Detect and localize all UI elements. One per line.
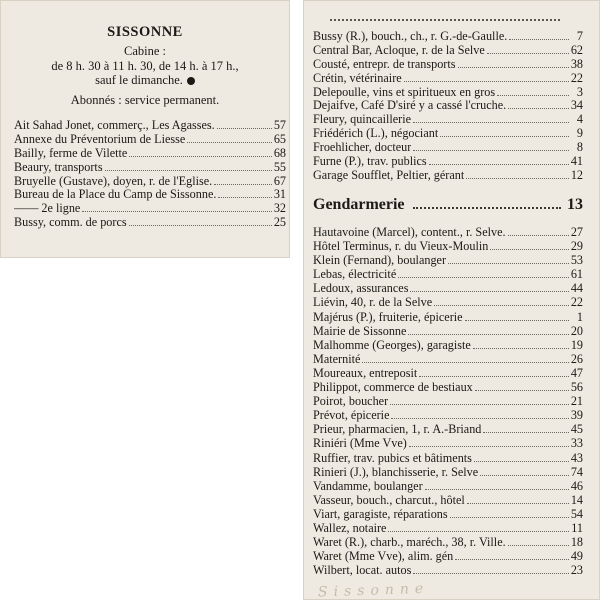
entry-name: Klein (Fernand), boulanger	[313, 253, 447, 268]
leader-dots	[458, 67, 569, 68]
bullet-icon	[187, 77, 195, 85]
directory-entry	[313, 44, 583, 58]
directory-entry	[313, 394, 583, 408]
entry-name: Central Bar, Acloque, r. de la Selve	[313, 43, 485, 57]
leader-dots	[362, 362, 568, 363]
entry-number: 26	[570, 351, 583, 366]
directory-entry	[313, 338, 583, 352]
entry-name: Vasseur, bouch., charcut., hôtel	[313, 492, 465, 507]
entry-number: 32	[273, 201, 286, 216]
leader-dots	[455, 559, 569, 560]
leader-dots	[508, 108, 569, 109]
entry-number: 62	[570, 42, 583, 57]
leader-dots	[509, 39, 569, 40]
section-label: Gendarmerie	[313, 196, 405, 213]
directory-entry	[313, 253, 583, 267]
leader-dots	[413, 150, 569, 151]
directory-entry	[313, 58, 583, 72]
entry-name: Mairie de Sissonne	[313, 323, 407, 338]
entry-number: 4	[576, 112, 583, 127]
entry-number: 43	[570, 450, 583, 465]
leader-dots	[508, 235, 569, 236]
entry-name: Majérus (P.), fruiterie, épicerie	[313, 309, 463, 324]
directory-entry	[313, 169, 583, 183]
directory-entry	[313, 324, 583, 338]
leader-dots	[483, 432, 568, 433]
leader-dots	[105, 170, 272, 171]
leader-dots	[467, 503, 569, 504]
directory-entry	[313, 113, 583, 127]
leader-dots	[410, 291, 568, 292]
cabine-line: de 8 h. 30 à 11 h. 30, de 14 h. à 17 h.,	[51, 58, 239, 73]
entry-number: 65	[273, 131, 286, 146]
entry-number: 45	[570, 422, 583, 437]
entry-number: 57	[273, 118, 286, 132]
leader-dots	[129, 156, 271, 157]
entry-number: 20	[570, 323, 583, 338]
entry-name: Wilbert, locat. autos	[313, 563, 412, 578]
leader-dots	[448, 263, 569, 264]
leader-dots	[474, 461, 569, 462]
entry-number: 56	[570, 380, 583, 395]
cabine-hours	[0, 44, 290, 88]
cabine-line: sauf le dimanche.	[0, 73, 290, 88]
entry-number: 54	[570, 506, 583, 521]
directory-entry	[313, 72, 583, 86]
entry-number: 67	[273, 173, 286, 188]
leader-dots	[429, 164, 569, 165]
directory-entry	[313, 155, 583, 169]
leader-dots	[408, 334, 568, 335]
directory-entry	[313, 493, 583, 507]
entry-number: 38	[570, 56, 583, 71]
directory-entry	[313, 380, 583, 394]
entry-name: Vandamme, boulanger	[313, 478, 423, 493]
entry-name: Froehlicher, docteur	[313, 141, 412, 155]
cabine-line: Cabine :	[123, 44, 166, 58]
entry-name: Beaury, transports	[14, 160, 103, 174]
cut-off-heading	[330, 10, 560, 21]
entry-name: Hôtel Terminus, r. du Vieux-Moulin	[313, 239, 489, 254]
leader-dots	[434, 305, 569, 306]
entry-name: Viart, garagiste, réparations	[313, 506, 448, 521]
leader-dots	[391, 418, 568, 419]
entry-name: Lebas, électricité	[313, 267, 397, 282]
entry-number: 34	[570, 98, 583, 113]
entry-name: —— 2e ligne	[14, 202, 81, 216]
directory-entry	[14, 202, 286, 216]
entry-number: 9	[576, 126, 583, 141]
entry-number: 22	[570, 70, 583, 85]
directory-entry	[313, 479, 583, 493]
entry-name: Garage Soufflet, Peltier, gérant	[313, 168, 465, 182]
leader-dots	[388, 531, 569, 532]
leader-dots	[425, 489, 569, 490]
directory-entry	[14, 175, 286, 189]
entry-number: 47	[570, 365, 583, 380]
leader-dots	[217, 128, 272, 129]
entry-number: 49	[570, 549, 583, 564]
entry-number: 33	[570, 436, 583, 451]
entry-number: 21	[570, 394, 583, 409]
left-directory-list	[14, 119, 286, 230]
entry-number: 39	[570, 408, 583, 423]
entry-number: 7	[576, 29, 583, 43]
directory-entry	[313, 127, 583, 141]
directory-entry	[14, 161, 286, 175]
entry-name: Philippot, commerce de bestiaux	[313, 380, 473, 395]
directory-entry	[14, 147, 286, 161]
leader-dots	[480, 475, 569, 476]
entry-name: Bruyelle (Gustave), doyen, r. de l'Eglise.	[14, 174, 213, 188]
entry-number: 46	[570, 478, 583, 493]
entry-name: Rinieri (J.), blanchisserie, r. Selve	[313, 464, 479, 479]
directory-entry	[313, 86, 583, 100]
entry-number: 14	[570, 492, 583, 507]
entry-name: Crétin, vétérinaire	[313, 71, 402, 85]
entry-name: Fleury, quincaillerie	[313, 113, 412, 127]
leader-dots	[82, 211, 271, 212]
directory-entry	[313, 366, 583, 380]
entry-number: 41	[570, 154, 583, 169]
entry-number: 22	[570, 295, 583, 310]
entry-name: Prieur, pharmacien, 1, r. A.-Briand	[313, 422, 482, 437]
directory-entry	[313, 465, 583, 479]
directory-entry	[313, 239, 583, 253]
section-number: 13	[567, 196, 583, 213]
leader-dots	[419, 376, 569, 377]
directory-entry	[313, 352, 583, 366]
leader-dots	[497, 95, 569, 96]
entry-number: 25	[273, 215, 286, 230]
leader-dots	[450, 517, 569, 518]
leader-dots	[413, 207, 561, 209]
entry-name: Ait Sahad Jonet, commerç., Les Agasses.	[14, 119, 215, 132]
entry-number: 61	[570, 267, 583, 282]
entry-name: Bussy, comm. de porcs	[14, 216, 127, 230]
entry-name: Hautavoine (Marcel), content., r. Selve.	[313, 225, 506, 239]
directory-entry	[313, 310, 583, 324]
entry-name: Moureaux, entreposit	[313, 365, 418, 380]
directory-entry	[313, 521, 583, 535]
entry-name: Prévot, épicerie	[313, 408, 390, 423]
entry-number: 68	[273, 145, 286, 160]
directory-entry	[313, 225, 583, 239]
entry-number: 23	[570, 563, 583, 578]
entry-name: Delepoulle, vins et spiritueux en gros	[313, 85, 496, 99]
directory-entry	[313, 295, 583, 309]
directory-entry	[313, 563, 583, 577]
section-heading-gendarmerie	[313, 196, 583, 214]
directory-entry	[313, 408, 583, 422]
entry-number: 18	[570, 535, 583, 550]
leader-dots	[508, 545, 569, 546]
entry-number: 44	[570, 281, 583, 296]
directory-entry	[313, 267, 583, 281]
entry-name: Waret (R.), charb., maréch., 38, r. Ville.	[313, 535, 506, 550]
entry-number: 19	[570, 337, 583, 352]
leader-dots	[404, 81, 569, 82]
directory-entry	[313, 451, 583, 465]
entry-name: Wallez, notaire	[313, 520, 387, 535]
entry-number: 29	[570, 239, 583, 254]
entry-number: 55	[273, 159, 286, 174]
directory-entry	[313, 507, 583, 521]
entry-name: Riniéri (Mme Vve)	[313, 436, 407, 451]
leader-dots	[129, 225, 272, 226]
leader-dots	[413, 573, 568, 574]
directory-entry	[313, 281, 583, 295]
entry-name: Maternité	[313, 351, 361, 366]
leader-dots	[398, 277, 569, 278]
entry-name: Annexe du Préventorium de Liesse	[14, 132, 186, 146]
leader-dots	[490, 249, 568, 250]
leader-dots	[466, 178, 569, 179]
entry-number: 53	[570, 253, 583, 268]
right-directory-list-top	[313, 30, 583, 183]
entry-name: Poirot, boucher	[313, 394, 389, 409]
leader-dots	[475, 390, 569, 391]
leader-dots	[214, 184, 272, 185]
directory-entry	[313, 549, 583, 563]
entry-name: Bussy (R.), bouch., ch., r. G.-de-Gaulle.	[313, 30, 508, 43]
entry-number: 31	[273, 187, 286, 202]
entry-number: 27	[570, 225, 583, 239]
leader-dots	[465, 320, 569, 321]
directory-entry	[313, 141, 583, 155]
entry-name: Friédérich (L.), négociant	[313, 127, 439, 141]
entry-number: 74	[570, 464, 583, 479]
entry-name: Furne (P.), trav. publics	[313, 155, 427, 169]
leader-dots	[473, 348, 569, 349]
directory-entry	[14, 119, 286, 133]
directory-entry	[14, 188, 286, 202]
entry-number: 12	[570, 167, 583, 182]
entry-name: Liévin, 40, r. de la Selve	[313, 295, 433, 310]
entry-number: 8	[576, 140, 583, 155]
entry-name: Ruffier, trav. pubics et bâtiments	[313, 450, 472, 465]
leader-dots	[487, 53, 569, 54]
leader-dots	[390, 404, 569, 405]
directory-entry	[313, 422, 583, 436]
leader-dots	[413, 122, 569, 123]
town-title: SISSONNE	[107, 24, 183, 40]
leader-dots	[218, 197, 271, 198]
handwritten-scribble: Sissonne	[317, 580, 430, 601]
directory-entry	[14, 133, 286, 147]
entry-number: 11	[571, 520, 583, 535]
entry-name: Bailly, ferme de Vilette	[14, 146, 128, 160]
directory-entry	[14, 216, 286, 230]
entry-number: 1	[576, 309, 583, 324]
entry-name: Waret (Mme Vve), alim. gén	[313, 549, 454, 564]
directory-entry	[313, 436, 583, 450]
entry-name: Dejaifve, Café D'siré y a cassé l'cruche.	[313, 99, 507, 113]
leader-dots	[440, 136, 569, 137]
entry-name: Cousté, entrepr. de transports	[313, 57, 456, 71]
directory-entry	[313, 30, 583, 44]
abonnes-note: Abonnés : service permanent.	[70, 93, 220, 107]
leader-dots	[409, 446, 569, 447]
directory-entry	[313, 535, 583, 549]
entry-name: Bureau de la Place du Camp de Sissonne.	[14, 188, 217, 202]
entry-name: Ledoux, assurances	[313, 281, 409, 296]
right-directory-list-bottom	[313, 225, 583, 577]
leader-dots	[187, 142, 272, 143]
directory-entry	[313, 99, 583, 113]
entry-number: 3	[576, 84, 583, 99]
entry-name: Malhomme (Georges), garagiste	[313, 337, 471, 352]
